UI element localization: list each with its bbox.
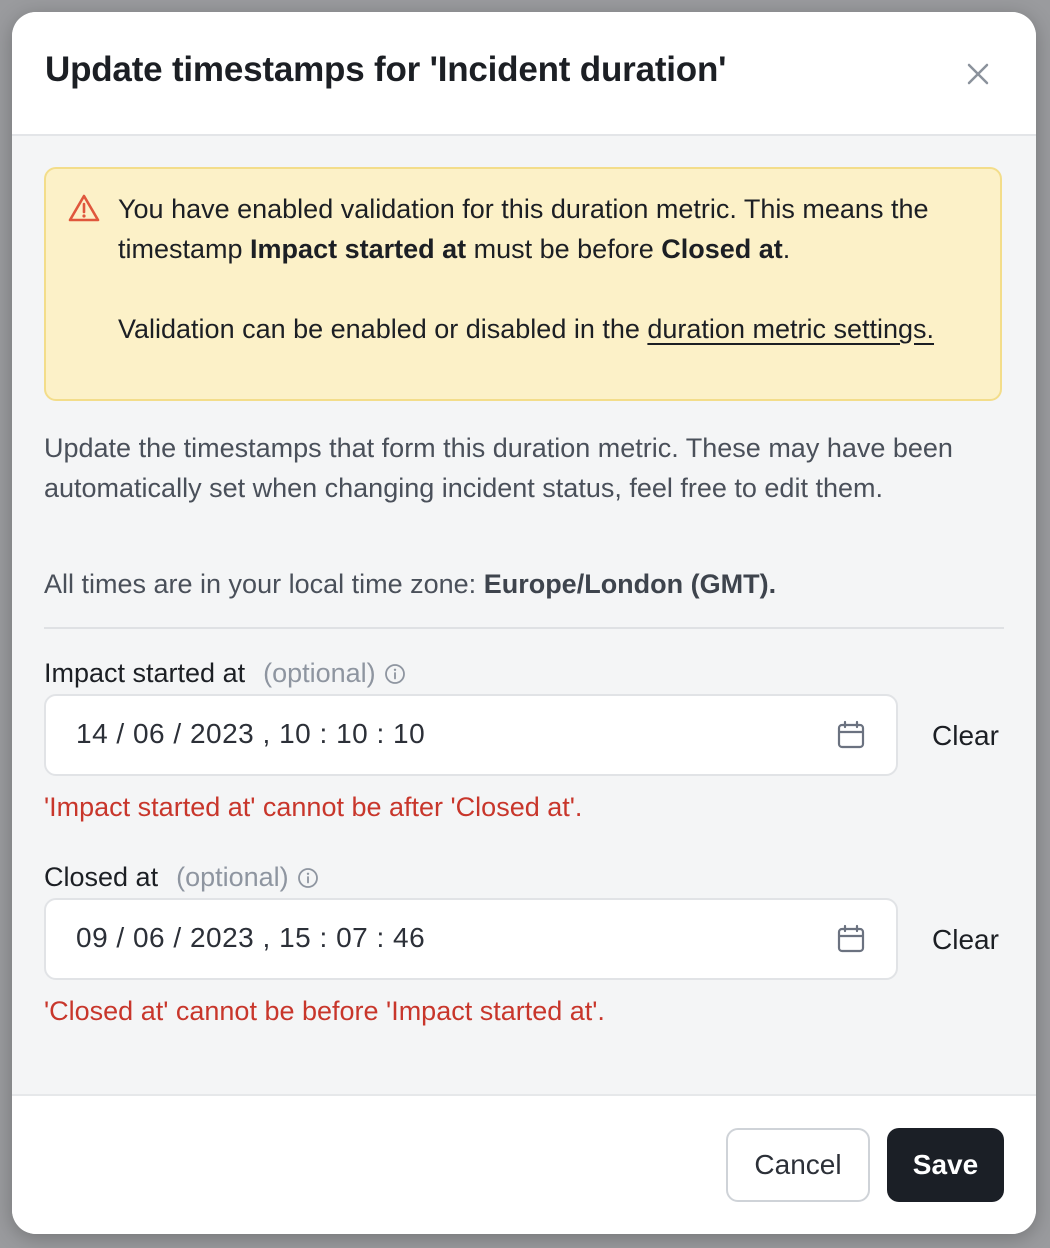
duration-metric-settings-link[interactable]: duration metric settings.: [647, 314, 935, 344]
field-label-text: Impact started at: [44, 658, 246, 688]
dialog-footer: [12, 1094, 1036, 1234]
impact-started-label: [44, 658, 406, 689]
info-circle-icon[interactable]: [297, 867, 319, 889]
timezone-value: Europe/London (GMT).: [483, 569, 777, 599]
impact-started-error: 'Impact started at' cannot be after 'Closed at'.: [44, 792, 583, 822]
close-button[interactable]: [960, 56, 996, 92]
update-timestamps-dialog: [12, 12, 1036, 1234]
field-label-text: Closed at: [44, 862, 159, 892]
calendar-icon[interactable]: [836, 720, 866, 750]
alert-message: [118, 189, 978, 349]
dialog-description: Update the timestamps that form this duration metric. These may have been automatically set when changing incident status, feel free to edit them.: [44, 433, 953, 503]
alert-text-line2: Validation can be enabled or disabled in the: [118, 314, 648, 344]
optional-tag: (optional): [263, 658, 376, 688]
calendar-icon[interactable]: [836, 924, 866, 954]
warning-triangle-icon: [68, 193, 100, 223]
timezone-note: [44, 564, 1004, 604]
save-button[interactable]: Save: [887, 1128, 1004, 1202]
impact-started-value[interactable]: 14 / 06 / 2023 , 10 : 10 : 10: [76, 718, 426, 749]
alert-end-field: Closed at: [661, 234, 783, 264]
closed-at-label: [44, 862, 319, 893]
closed-at-value[interactable]: 09 / 06 / 2023 , 15 : 07 : 46: [76, 922, 426, 953]
alert-paragraph-1: [118, 189, 978, 269]
validation-alert: [44, 167, 1002, 401]
alert-text-prefix: You have enabled validation for this duration metric. This means the timestamp: [118, 194, 929, 264]
section-divider: [44, 627, 1004, 629]
dialog-header: [12, 12, 1036, 136]
dialog-title: Update timestamps for 'Incident duration': [45, 50, 727, 89]
impact-started-datetime-input[interactable]: [44, 694, 898, 776]
cancel-button[interactable]: Cancel: [726, 1128, 870, 1202]
timezone-prefix: All times are in your local time zone:: [44, 569, 484, 599]
optional-tag: (optional): [176, 862, 289, 892]
alert-text-middle: must be before: [466, 234, 662, 264]
info-circle-icon[interactable]: [384, 663, 406, 685]
alert-start-field: Impact started at: [250, 234, 467, 264]
closed-at-datetime-input[interactable]: [44, 898, 898, 980]
clear-impact-started-button[interactable]: Clear: [932, 720, 999, 751]
alert-paragraph-2: [118, 309, 978, 349]
clear-closed-at-button[interactable]: Clear: [932, 924, 999, 955]
alert-text-suffix: .: [782, 234, 791, 264]
closed-at-error: 'Closed at' cannot be before 'Impact started at'.: [44, 996, 605, 1026]
close-icon: [960, 56, 996, 92]
